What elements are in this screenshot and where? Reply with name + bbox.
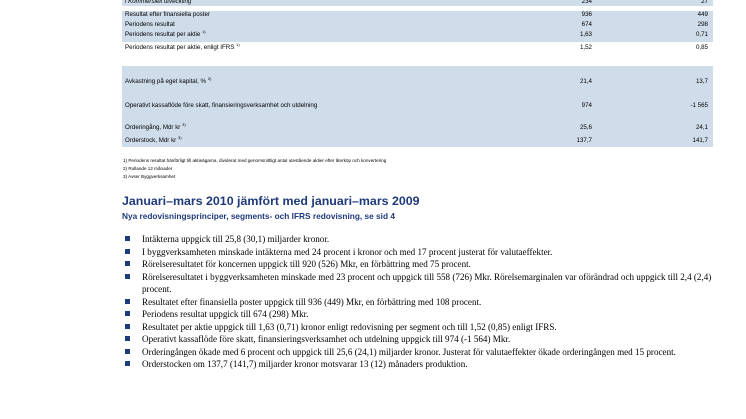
list-item: Operativt kassaflöde före skatt, finansieringsverksamhet och utdelning uppgick till 974 (-1 564) Mkr. (125, 333, 720, 346)
row-label: Operativt kassaflöde före skatt, finansieringsverksamhet och utdelning (125, 102, 318, 109)
table-row (122, 11, 713, 21)
table-row (122, 118, 713, 135)
table-row (122, 28, 713, 42)
table-row (122, 41, 713, 56)
row-label: Orderstock, Mdr kr $^{3)}$ (125, 134, 182, 144)
row-label: Periodens resultat per aktie $^{1)}$ (125, 28, 206, 38)
row-value-previous: 0,85 (695, 44, 708, 51)
footnote-ref: 3) (177, 134, 182, 140)
square-bullet-icon (125, 311, 130, 316)
row-value-current: 1,63 (579, 31, 592, 38)
square-bullet-icon (125, 324, 130, 329)
list-item: Resultatet efter finansiella poster uppgick till 936 (449) Mkr, en förbättring med 108 procent. (125, 296, 720, 309)
row-value-previous: 13,7 (695, 78, 708, 85)
list-item: Intäkterna uppgick till 25,8 (30,1) miljarder kronor. (125, 233, 720, 246)
row-value-previous: -1 565 (690, 102, 708, 109)
footnote: 2) Rullande 12 månader (123, 166, 173, 171)
row-value-previous: 141,7 (692, 137, 708, 144)
list-item: Orderingången ökade med 6 procent och uppgick till 25,6 (24,1) miljarder kronor. Justerat för valutaeffekter ökade orderingången med 15 procent. (125, 346, 720, 359)
row-value-current: 674 (581, 21, 592, 28)
row-value-current: 234 (581, 0, 592, 5)
table-row (122, 0, 713, 6)
list-item: Resultatet per aktie uppgick till 1,63 (0,71) kronor enligt redovisning per segment och till 1,52 (0,85) enligt IFRS. (125, 321, 720, 334)
row-value-previous: 24,1 (695, 124, 708, 131)
list-item: Rörelseresultatet för koncernen uppgick till 920 (526) Mkr, en förbättring med 75 procent. (125, 258, 720, 271)
square-bullet-icon (125, 336, 130, 341)
square-bullet-icon (125, 361, 130, 366)
row-value-previous: 27 (701, 0, 708, 5)
section-heading: Januari–mars 2010 jämfört med januari–mars 2009 (122, 194, 420, 208)
square-bullet-icon (125, 349, 130, 354)
table-row (122, 21, 713, 31)
row-value-current: 1,52 (579, 44, 592, 51)
square-bullet-icon (125, 299, 130, 304)
square-bullet-icon (125, 249, 130, 254)
list-item: Rörelseresultatet i byggverksamheten minskade med 23 procent och uppgick till 558 (726) Mkr. Rörelsemarginalen var oförändrad och uppgick till 2,4 (2,4) procent. (125, 271, 720, 296)
row-label: Avkastning på eget kapital, % $^{2)}$ (125, 75, 212, 85)
row-value-current: 21,4 (579, 78, 592, 85)
footnote-ref: 1) (236, 41, 240, 47)
square-bullet-icon (125, 236, 130, 241)
footnote-ref: 3) (182, 121, 186, 127)
table-row (122, 66, 713, 95)
row-value-previous: 0,71 (695, 31, 708, 38)
row-label: Periodens resultat (125, 21, 175, 28)
table-row (122, 95, 713, 118)
row-label: Orderingång, Mdr kr $^{3)}$ (125, 121, 186, 131)
section-subheading: Nya redovisningsprinciper, segments- och IFRS redovisning, se sid 4 (122, 211, 395, 221)
row-value-previous: 298 (697, 21, 708, 28)
table-footnotes (123, 157, 386, 181)
footnote: 3) Avser Byggverksamhet (123, 174, 176, 179)
list-item: Orderstocken om 137,7 (141,7) miljarder kronor motsvarar 13 (12) månaders produktion. (125, 358, 720, 371)
square-bullet-icon (125, 274, 130, 279)
row-value-current: 137,7 (576, 137, 592, 144)
row-value-current: 25,6 (579, 124, 592, 131)
footnote: 1) Periodens resultat hänförligt till aktieägarna, dividerat med genomsnittligt antal utestående aktier efter återköp och konvertering (123, 158, 387, 163)
list-item: I byggverksamheten minskade intäkterna med 24 procent i kronor och med 17 procent justerat för valutaeffekter. (125, 246, 720, 259)
footnote-ref: 1) (202, 28, 206, 34)
row-label: i Kommersiell utveckling (125, 0, 192, 5)
bullet-list (125, 233, 720, 371)
list-item: Periodens resultat uppgick till 674 (298) Mkr. (125, 308, 720, 321)
row-value-current: 974 (581, 102, 592, 109)
table-row (122, 135, 713, 147)
square-bullet-icon (125, 261, 130, 266)
row-label: Resultat efter finansiella poster (125, 11, 210, 18)
row-value-previous: 449 (697, 11, 708, 18)
footnote-ref: 2) (207, 75, 212, 81)
row-label: Periodens resultat per aktie, enligt IFRS $^{1)}$ (125, 41, 240, 51)
row-value-current: 936 (581, 11, 592, 18)
